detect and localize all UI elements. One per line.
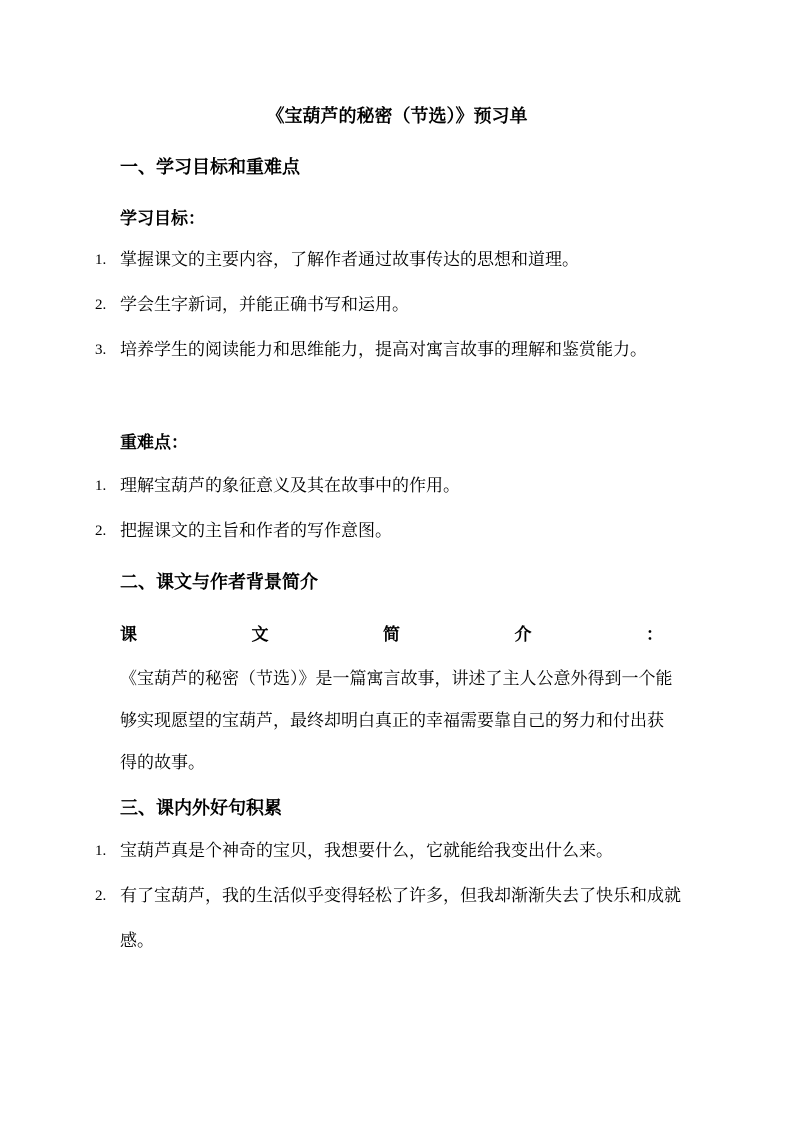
intro-label-char: 介 bbox=[514, 625, 532, 645]
list-number: 1. bbox=[95, 843, 107, 859]
list-number: 2. bbox=[95, 523, 107, 539]
list-text: 理解宝葫芦的象征意义及其在故事中的作用。 bbox=[120, 476, 460, 496]
list-item bbox=[95, 464, 685, 509]
intro-label-char: ： bbox=[646, 625, 663, 645]
list-number: 2. bbox=[95, 888, 107, 904]
list-item bbox=[95, 874, 685, 964]
intro-label-char: 简 bbox=[383, 625, 400, 645]
intro-paragraph: 《宝葫芦的秘密（节选）》是一篇寓言故事，讲述了主人公意外得到一个能够实现愿望的宝葫芦，最终却明白真正的幸福需要靠自己的努力和付出获得的故事。 bbox=[120, 669, 673, 773]
list-text: 有了宝葫芦，我的生活似乎变得轻松了许多，但我却渐渐失去了快乐和成就感。 bbox=[120, 886, 681, 951]
document-title: 《宝葫芦的秘密（节选）》预习单 bbox=[266, 106, 528, 127]
list-item bbox=[95, 829, 685, 874]
section-heading-sentences: 三、课内外好句积累 bbox=[120, 798, 282, 819]
section-heading-background: 二、课文与作者背景简介 bbox=[120, 572, 318, 593]
list-text: 掌握课文的主要内容，了解作者通过故事传达的思想和道理。 bbox=[120, 250, 579, 270]
list-item bbox=[95, 238, 685, 283]
list-text: 培养学生的阅读能力和思维能力，提高对寓言故事的理解和鉴赏能力。 bbox=[120, 340, 647, 360]
list-number: 1. bbox=[95, 252, 107, 268]
list-text: 把握课文的主旨和作者的写作意图。 bbox=[120, 521, 392, 541]
list-item bbox=[95, 283, 685, 328]
list-item bbox=[95, 509, 685, 554]
difficulties-label: 重难点： bbox=[120, 433, 188, 453]
goals-label: 学习目标： bbox=[120, 209, 205, 229]
list-number: 1. bbox=[95, 478, 107, 494]
intro-label-char: 课 bbox=[120, 625, 137, 645]
list-number: 2. bbox=[95, 297, 107, 313]
list-number: 3. bbox=[95, 342, 107, 358]
list-text: 宝葫芦真是个神奇的宝贝，我想要什么，它就能给我变出什么来。 bbox=[120, 841, 613, 861]
intro-label-char: 文 bbox=[251, 625, 269, 645]
list-text: 学会生字新词，并能正确书写和运用。 bbox=[120, 295, 409, 315]
section-heading-goals: 一、学习目标和重难点 bbox=[120, 157, 300, 178]
intro-label bbox=[120, 622, 663, 648]
list-item bbox=[95, 328, 685, 373]
